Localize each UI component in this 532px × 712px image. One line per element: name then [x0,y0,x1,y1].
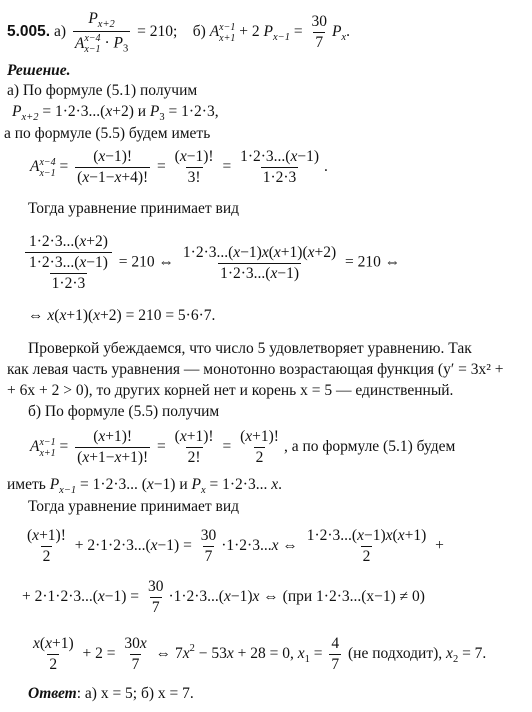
b-then: Тогда уравнение принимает вид [28,498,240,515]
check-line-2: как левая часть уравнения — монотонно возрастающая функция (y′ = 3x² + [7,361,504,378]
part-a-label: а) [53,23,67,41]
part-a-fraction: $P_{x+2}$ A x−4 x−1 · $P_3$ [74,10,129,55]
answer-label: Ответ [28,685,77,702]
a-A-line: A x−4 x−1 = $\frac{(x-1)!}{(x-1-x+4)!}$ = $\frac{(x-1)!}{3!}$ = $\frac{1\cdot 2\cdot 3...(x-1)}{1\cdot 2\cdot 3}$ . [30,148,328,186]
b-equation-2: + 2·1·2·3...(x−1) = $\frac{30}{7}$ ·1·2·3...(x−1)x ⇔ (при 1·2·3...(x−1) ≠ 0) [22,578,425,616]
problem-number: 5.005. [7,23,51,41]
part-a-rhs: = 210; [137,23,178,41]
b-final: $\frac{x(x+1)}{2}$ + 2 = $\frac{30x}{7}$ ⇔ $7x^2 - 53x + 28 = 0$, $x_1$ = $\frac{4}{7}$ (не подходит), $x_2 = 7$. [33,635,487,673]
answer [28,685,194,703]
b-A-line: A x−1 x+1 = $\frac{(x+1)!}{(x+1-x+1)!}$ = $\frac{(x+1)!}{2!}$ = $\frac{(x+1)!}{2}$ , а по формуле (5.1) будем [30,428,456,466]
b-equation-1: $\frac{(x+1)!}{2}$ + 2·1·2·3...(x−1) = $\frac{30}{7}$ ·1·2·3...x ⇔ $\frac{1\cdot 2\cdot 3...(x-1)x(x+1)}{2}$ + [27,527,444,565]
solution-heading: Решение. [7,62,71,79]
answer-text: : а) x = 5; б) x = 7. [76,685,194,702]
a-then: Тогда уравнение принимает вид [28,200,240,217]
a-big-equation: $\frac{1\cdot 2\cdot 3...(x+2)}{\frac{1\cdot 2\cdot 3...(x-1)}{1\cdot 2\cdot 3}}$ = 210 ⇔ $\frac{1\cdot 2\cdot 3...(x-1)x(x+1)(x+2)}{1\cdot 2\cdot 3...(x-1)}$ = 210 ⇔ [22,233,400,293]
problem-statement: 5.005. а) $P_{x+2}$ A x−4 x−1 · $P_3$ = 210; б) A x−1 x+1 + 2 $P_{x-1}$ = $\frac{30}{7}$ $P_x$. [7,10,350,55]
a-second-intro: а по формуле (5.5) будем иметь [4,125,211,142]
b-line-2: иметь $P_{x-1} = 1\cdot 2\cdot 3$... (x−1) и $P_x = 1\cdot 2\cdot 3$... x. [7,476,282,496]
part-b-label: б) [192,23,206,41]
check-line-1: Проверкой убеждаемся, что число 5 удовлетворяет уравнению. Так [28,340,472,357]
b-intro: б) По формуле (5.5) получим [28,403,220,420]
a-result: ⇔ x(x+1)(x+2) = 210 = 5·6·7. [28,307,216,324]
check-line-3: + 6x + 2 > 0), то других корней нет и корень x = 5 — единственный. [7,382,454,399]
a-P-line: $P_{x+2} = 1\cdot 2\cdot 3...(x+2)$ и $P_3 = 1\cdot 2\cdot 3$, [12,103,219,123]
a-intro: а) По формуле (5.1) получим [7,82,198,99]
